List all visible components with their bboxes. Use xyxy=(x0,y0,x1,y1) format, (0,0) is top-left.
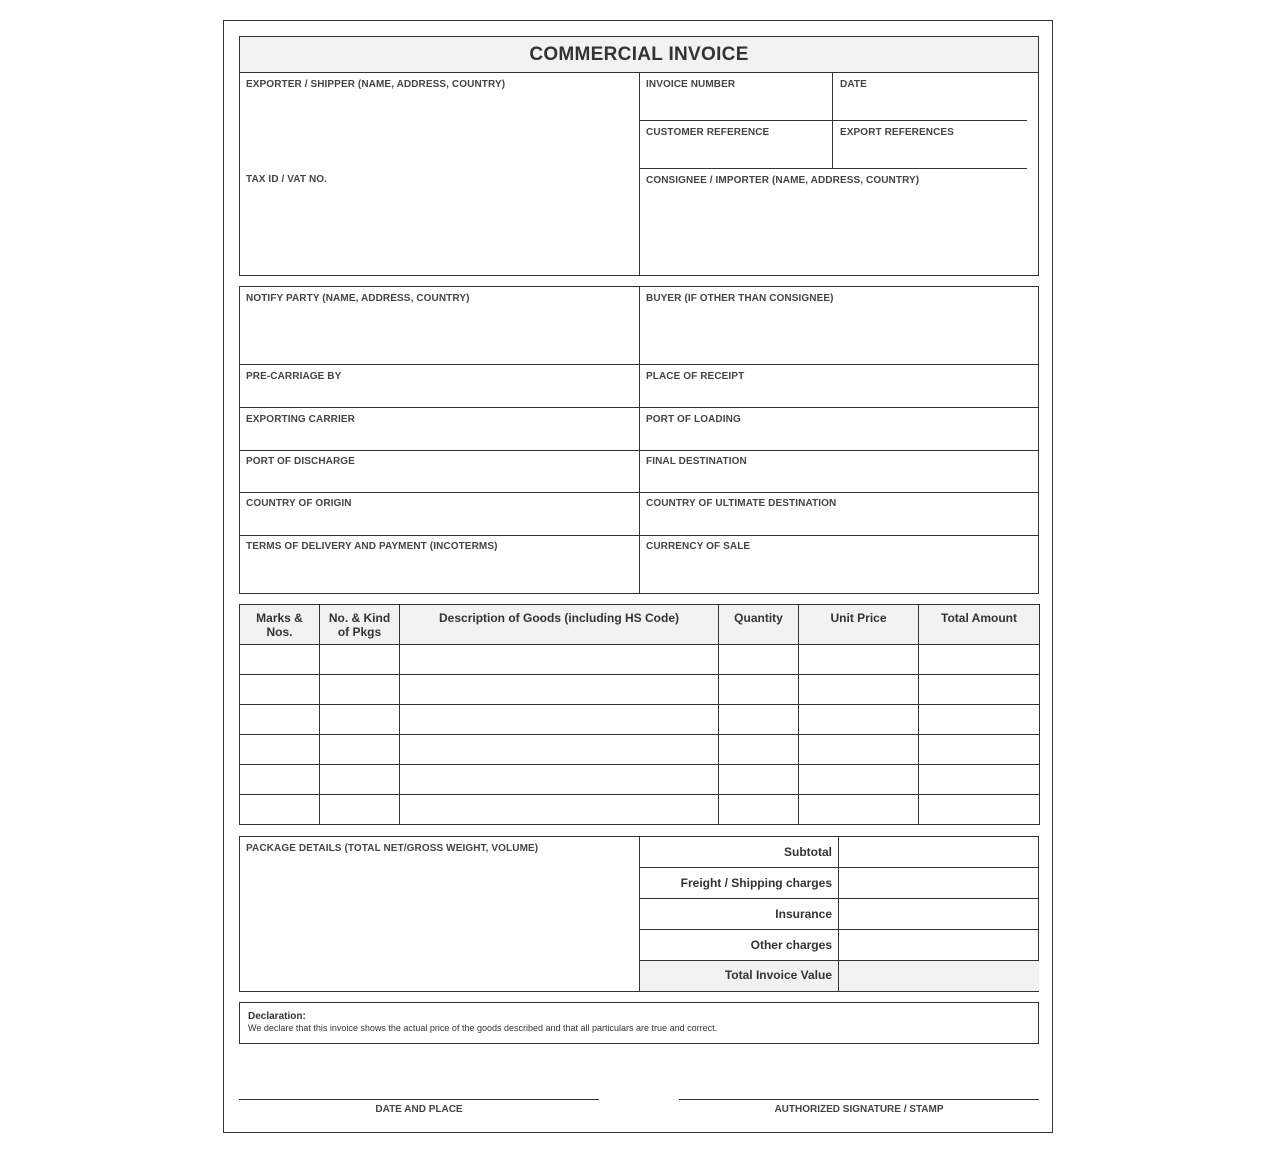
table-row xyxy=(240,795,1040,825)
package-details-field[interactable] xyxy=(240,837,639,991)
customer-reference-label: CUSTOMER REFERENCE xyxy=(646,127,770,138)
table-cell[interactable] xyxy=(719,675,799,705)
table-cell[interactable] xyxy=(400,675,719,705)
exporting-carrier-label: EXPORTING CARRIER xyxy=(246,414,355,425)
table-row xyxy=(240,735,1040,765)
insurance-value-field[interactable] xyxy=(839,899,1039,930)
table-cell[interactable] xyxy=(919,795,1040,825)
table-cell[interactable] xyxy=(320,795,400,825)
final-destination-label: FINAL DESTINATION xyxy=(646,456,747,467)
column-header-unit-price: Unit Price xyxy=(799,605,919,645)
table-row xyxy=(240,705,1040,735)
invoice-number-label: INVOICE NUMBER xyxy=(646,79,736,90)
insurance-label: Insurance xyxy=(640,899,839,930)
other-charges-row xyxy=(640,930,1039,961)
date-place-label: DATE AND PLACE xyxy=(375,1104,463,1115)
table-cell[interactable] xyxy=(799,675,919,705)
date-field[interactable] xyxy=(833,73,1026,121)
currency-label: CURRENCY OF SALE xyxy=(646,541,751,552)
table-cell[interactable] xyxy=(240,795,320,825)
shipping-section xyxy=(239,286,1039,594)
declaration-section xyxy=(239,1002,1039,1044)
goods-table xyxy=(239,604,1040,825)
terms-label: TERMS OF DELIVERY AND PAYMENT (INCOTERMS) xyxy=(246,541,498,552)
consignee-label: CONSIGNEE / IMPORTER (NAME, ADDRESS, COUNTRY) xyxy=(646,175,920,186)
signature-label: AUTHORIZED SIGNATURE / STAMP xyxy=(774,1104,944,1115)
table-cell[interactable] xyxy=(320,765,400,795)
country-ultimate-destination-field[interactable] xyxy=(640,493,1038,535)
table-cell[interactable] xyxy=(919,645,1040,675)
table-cell[interactable] xyxy=(400,735,719,765)
port-of-loading-field[interactable] xyxy=(640,408,1038,450)
table-cell[interactable] xyxy=(799,765,919,795)
table-cell[interactable] xyxy=(400,765,719,795)
subtotal-row xyxy=(640,837,1039,868)
table-cell[interactable] xyxy=(799,795,919,825)
table-row xyxy=(240,765,1040,795)
table-cell[interactable] xyxy=(919,675,1040,705)
total-invoice-row xyxy=(640,961,1039,991)
consignee-field[interactable] xyxy=(640,169,1038,275)
buyer-label: BUYER (IF OTHER THAN CONSIGNEE) xyxy=(646,293,834,304)
signature-line[interactable] xyxy=(679,1099,1039,1100)
tax-id-field[interactable] xyxy=(240,168,640,275)
table-cell[interactable] xyxy=(799,705,919,735)
column-header-quantity: Quantity xyxy=(719,605,799,645)
country-of-origin-field[interactable] xyxy=(240,493,639,535)
table-cell[interactable] xyxy=(719,765,799,795)
declaration-title: Declaration: xyxy=(248,1011,306,1022)
tax-id-label: TAX ID / VAT NO. xyxy=(246,174,328,185)
column-header-description: Description of Goods (including HS Code) xyxy=(400,605,719,645)
table-cell[interactable] xyxy=(400,705,719,735)
pre-carriage-label: PRE-CARRIAGE BY xyxy=(246,371,342,382)
table-cell[interactable] xyxy=(320,705,400,735)
table-cell[interactable] xyxy=(919,765,1040,795)
table-cell[interactable] xyxy=(799,645,919,675)
export-references-field[interactable] xyxy=(833,121,1026,169)
package-details-label: PACKAGE DETAILS (TOTAL NET/GROSS WEIGHT, VOLUME) xyxy=(246,843,539,854)
column-header-total-amount: Total Amount xyxy=(919,605,1040,645)
table-cell[interactable] xyxy=(719,735,799,765)
place-of-receipt-label: PLACE OF RECEIPT xyxy=(646,371,745,382)
declaration-text: We declare that this invoice shows the actual price of the goods described and that all particulars are true and correct. xyxy=(248,1023,718,1033)
freight-label: Freight / Shipping charges xyxy=(640,868,839,899)
totals-block xyxy=(640,837,1038,991)
header-section xyxy=(239,36,1039,276)
freight-value-field[interactable] xyxy=(839,868,1039,899)
table-cell[interactable] xyxy=(240,705,320,735)
date-label: DATE xyxy=(840,79,867,90)
table-cell[interactable] xyxy=(240,675,320,705)
other-charges-label: Other charges xyxy=(640,930,839,961)
exporter-label: EXPORTER / SHIPPER (NAME, ADDRESS, COUNTRY) xyxy=(246,79,506,90)
exporting-carrier-field[interactable] xyxy=(240,408,639,450)
table-cell[interactable] xyxy=(719,645,799,675)
table-cell[interactable] xyxy=(240,735,320,765)
table-row xyxy=(240,675,1040,705)
terms-field[interactable] xyxy=(240,536,639,593)
total-invoice-value-field[interactable] xyxy=(839,961,1039,991)
totals-section xyxy=(239,836,1039,992)
country-ultimate-destination-label: COUNTRY OF ULTIMATE DESTINATION xyxy=(646,498,837,509)
subtotal-label: Subtotal xyxy=(640,837,839,868)
date-place-line[interactable] xyxy=(239,1099,599,1100)
table-cell[interactable] xyxy=(320,675,400,705)
table-cell[interactable] xyxy=(919,735,1040,765)
notify-party-field[interactable] xyxy=(240,287,639,364)
total-invoice-label: Total Invoice Value xyxy=(640,961,839,991)
freight-row xyxy=(640,868,1039,899)
table-cell[interactable] xyxy=(240,765,320,795)
port-of-discharge-field[interactable] xyxy=(240,451,639,493)
insurance-row xyxy=(640,899,1039,930)
currency-field[interactable] xyxy=(640,536,1038,593)
other-charges-value-field[interactable] xyxy=(839,930,1039,961)
port-of-discharge-label: PORT OF DISCHARGE xyxy=(246,456,355,467)
exporter-field[interactable] xyxy=(240,73,640,168)
port-of-loading-label: PORT OF LOADING xyxy=(646,414,741,425)
export-references-label: EXPORT REFERENCES xyxy=(840,127,954,138)
country-of-origin-label: COUNTRY OF ORIGIN xyxy=(246,498,352,509)
table-cell[interactable] xyxy=(320,645,400,675)
goods-header-row xyxy=(240,605,1040,645)
table-cell[interactable] xyxy=(240,645,320,675)
invoice-number-field[interactable] xyxy=(640,73,833,121)
column-header-packages: No. & Kind of Pkgs xyxy=(320,605,400,645)
column-header-marks: Marks & Nos. xyxy=(240,605,320,645)
place-of-receipt-field[interactable] xyxy=(640,365,1038,407)
table-cell[interactable] xyxy=(320,735,400,765)
subtotal-value-field[interactable] xyxy=(839,837,1039,868)
document-title: COMMERCIAL INVOICE xyxy=(240,37,1038,73)
table-row xyxy=(240,645,1040,675)
table-cell[interactable] xyxy=(719,705,799,735)
table-cell[interactable] xyxy=(919,705,1040,735)
final-destination-field[interactable] xyxy=(640,451,1038,493)
table-cell[interactable] xyxy=(400,795,719,825)
table-cell[interactable] xyxy=(719,795,799,825)
customer-reference-field[interactable] xyxy=(640,121,833,169)
pre-carriage-field[interactable] xyxy=(240,365,639,407)
table-cell[interactable] xyxy=(400,645,719,675)
table-cell[interactable] xyxy=(799,735,919,765)
notify-party-label: NOTIFY PARTY (NAME, ADDRESS, COUNTRY) xyxy=(246,293,470,304)
buyer-field[interactable] xyxy=(640,287,1038,364)
